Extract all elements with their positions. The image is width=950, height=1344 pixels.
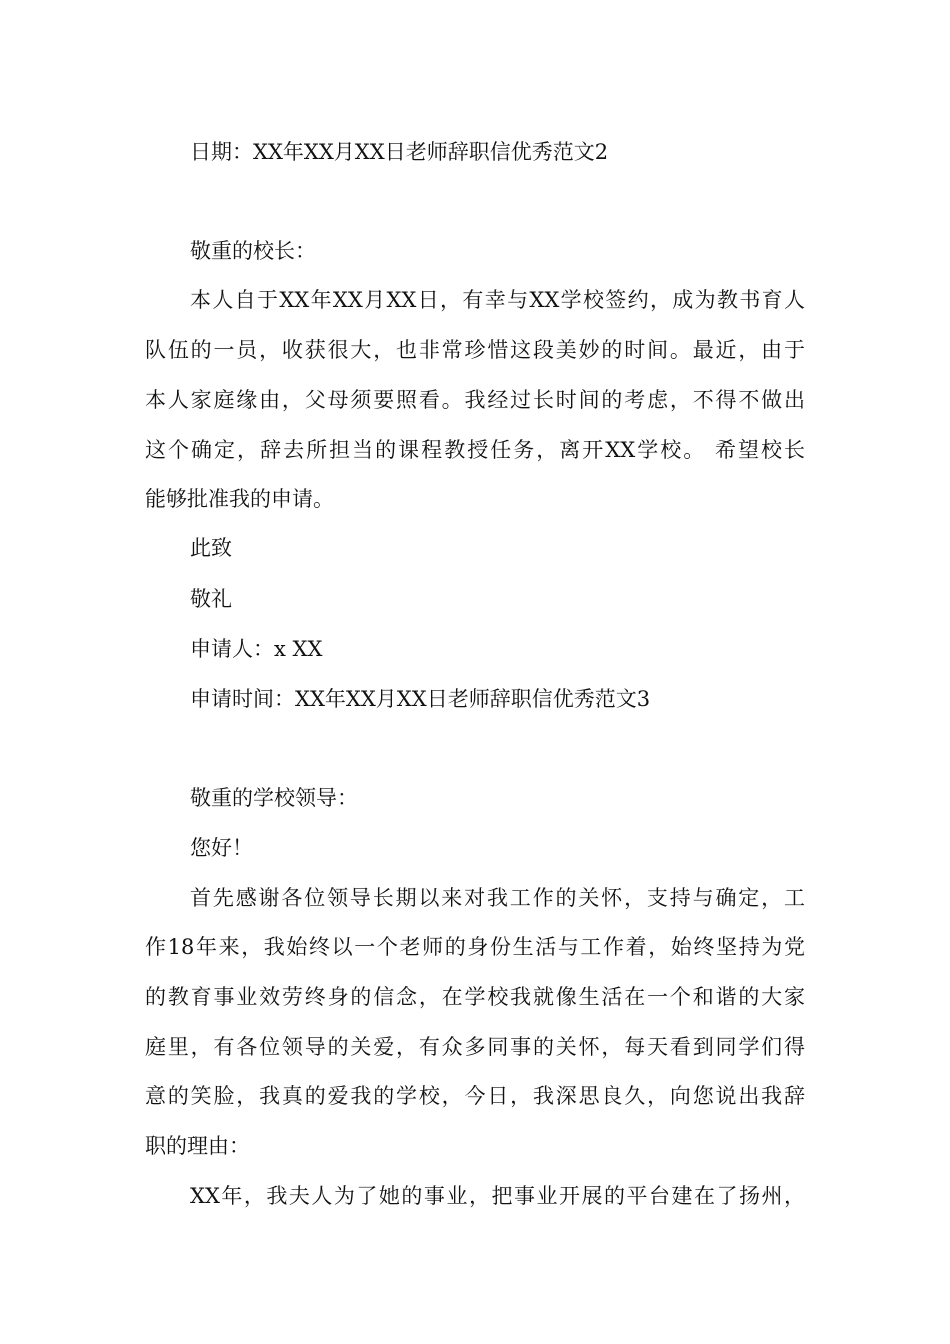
closing-ci-zhi: 此致	[190, 536, 232, 560]
closing-jing-li: 敬礼	[190, 587, 232, 611]
date-line-letter-3-title: 申请时间：XX年XX月XX日老师辞职信优秀范文3	[190, 687, 651, 711]
paragraph-line: 庭里，有各位领导的关爱，有众多同事的关怀，每天看到同学们得	[145, 1035, 805, 1059]
paragraph-line: XX年，我夫人为了她的事业，把事业开展的平台建在了扬州，	[190, 1184, 805, 1208]
paragraph-line: 本人自于XX年XX月XX日，有幸与XX学校签约，成为教书育人	[190, 288, 805, 312]
paragraph-line: 作18年来，我始终以一个老师的身份生活与工作着，始终坚持为党	[145, 935, 805, 959]
paragraph-line: 本人家庭缘由，父母须要照看。我经过长时间的考虑，不得不做出	[145, 388, 805, 412]
paragraph-line: 首先感谢各位领导长期以来对我工作的关怀，支持与确定，工	[190, 886, 805, 910]
paragraph-line: 能够批准我的申请。	[145, 487, 334, 511]
paragraph-line: 队伍的一员，收获很大，也非常珍惜这段美妙的时间。最近，由于	[145, 338, 805, 362]
paragraph-line: 意的笑脸，我真的爱我的学校，今日，我深思良久，向您说出我辞	[145, 1084, 805, 1108]
paragraph-line: 职的理由：	[145, 1134, 250, 1158]
greeting-line: 您好！	[190, 836, 253, 860]
applicant-line: 申请人：x XX	[190, 637, 323, 661]
salutation-principal: 敬重的校长：	[190, 239, 316, 263]
paragraph-line: 的教育事业效劳终身的信念，在学校我就像生活在一个和谐的大家	[145, 985, 805, 1009]
date-line-letter-2-title: 日期：XX年XX月XX日老师辞职信优秀范文2	[190, 140, 609, 164]
paragraph-line: 这个确定，辞去所担当的课程教授任务，离开XX学校。 希望校长	[145, 438, 805, 462]
salutation-school-leaders: 敬重的学校领导：	[190, 786, 358, 810]
